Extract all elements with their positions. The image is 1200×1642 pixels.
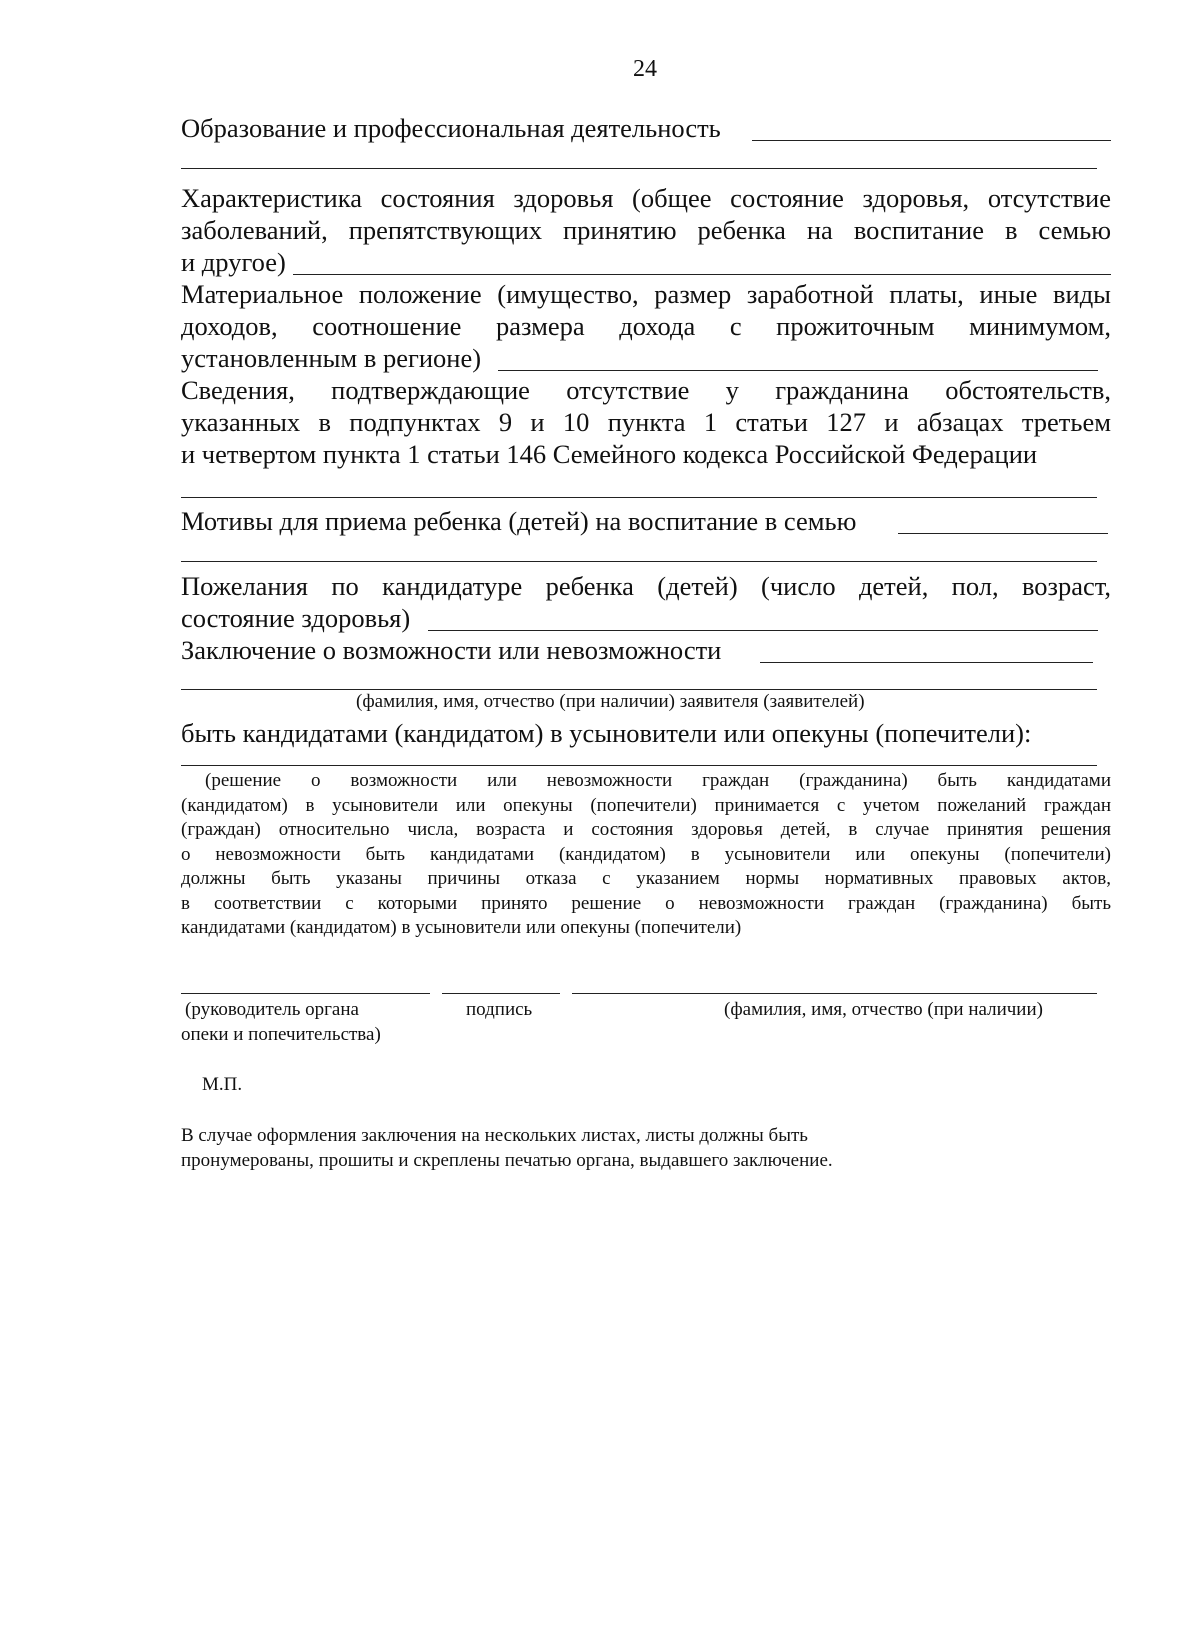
head-caption-line1: (руководитель органа: [185, 999, 359, 1020]
head-signature-line: [181, 993, 430, 994]
sign-line: [442, 993, 560, 994]
education-blank-line2: [181, 168, 1097, 169]
circumstances-label-line3: и четвертом пункта 1 статьи 146 Семейного кодекса Российской Федерации: [181, 439, 1038, 469]
material-blank: [498, 370, 1098, 371]
circumstances-blank: [181, 497, 1097, 498]
health-label-line3: и другое): [181, 247, 286, 277]
health-blank: [293, 274, 1111, 275]
circumstances-label-line1: Сведения, подтверждающие отсутствие у гражданина обстоятельств,: [181, 375, 1111, 405]
decision-note-line: кандидатами (кандидатом) в усыновители или опекуны (попечители): [181, 917, 742, 938]
conclusion-label: Заключение о возможности или невозможности: [181, 635, 722, 665]
decision-note-line: (граждан) относительно числа, возраста и состояния здоровья детей, в случае принятия решения: [181, 819, 1111, 840]
head-caption-line2: опеки и попечительства): [181, 1024, 381, 1045]
material-label-line3: установленным в регионе): [181, 343, 482, 373]
footnote-line2: пронумерованы, прошиты и скреплены печатью органа, выдавшего заключение.: [181, 1150, 833, 1171]
name-caption: (фамилия, имя, отчество (при наличии): [724, 999, 1043, 1020]
motives-blank-line2: [181, 561, 1097, 562]
sign-caption: подпись: [466, 999, 533, 1020]
health-label-line1: Характеристика состояния здоровья (общее состояние здоровья, отсутствие: [181, 183, 1111, 213]
wishes-label-line2: состояние здоровья): [181, 603, 411, 633]
decision-note-line: (кандидатом) в усыновители или опекуны (попечители) принимается с учетом пожеланий граждан: [181, 794, 1111, 816]
decision-note-line: должны быть указаны причины отказа с указанием нормы нормативных правовых актов,: [181, 868, 1111, 889]
applicant-caption: (фамилия, имя, отчество (при наличии) заявителя (заявителей): [356, 691, 865, 712]
decision-note: [181, 769, 1111, 941]
wishes-label-line1: Пожелания по кандидатуре ребенка (детей) (число детей, пол, возраст,: [181, 571, 1111, 601]
footnote-line1: В случае оформления заключения на нескольких листах, листы должны быть: [181, 1125, 808, 1146]
education-label: Образование и профессиональная деятельность: [181, 113, 721, 143]
material-label-line2: доходов, соотношение размера дохода с прожиточным минимумом,: [181, 311, 1111, 341]
candidates-line: быть кандидатами (кандидатом) в усыновители или опекуны (попечители):: [181, 718, 1032, 748]
circumstances-label-line2: указанных в подпунктах 9 и 10 пункта 1 статьи 127 и абзацах третьем: [181, 407, 1111, 437]
wishes-blank: [428, 630, 1098, 631]
name-line: [572, 993, 1097, 994]
motives-blank: [898, 533, 1108, 534]
material-label-line1: Материальное положение (имущество, размер заработной платы, иные виды: [181, 279, 1111, 309]
page-number: 24: [633, 56, 657, 82]
stamp-place: М.П.: [202, 1074, 243, 1095]
education-blank: [752, 140, 1111, 141]
decision-line: [181, 765, 1097, 766]
conclusion-blank: [760, 662, 1093, 663]
decision-note-line: (решение о возможности или невозможности граждан (гражданина) быть кандидатами: [205, 770, 1111, 791]
motives-label: Мотивы для приема ребенка (детей) на воспитание в семью: [181, 506, 857, 536]
decision-note-line: о невозможности быть кандидатами (кандидатом) в усыновители или опекуны (попечители): [181, 843, 1111, 865]
decision-note-line: в соответствии с которыми принято решение о невозможности граждан (гражданина) быть: [181, 892, 1111, 914]
health-label-line2: заболеваний, препятствующих принятию ребенка на воспитание в семью: [181, 215, 1111, 245]
